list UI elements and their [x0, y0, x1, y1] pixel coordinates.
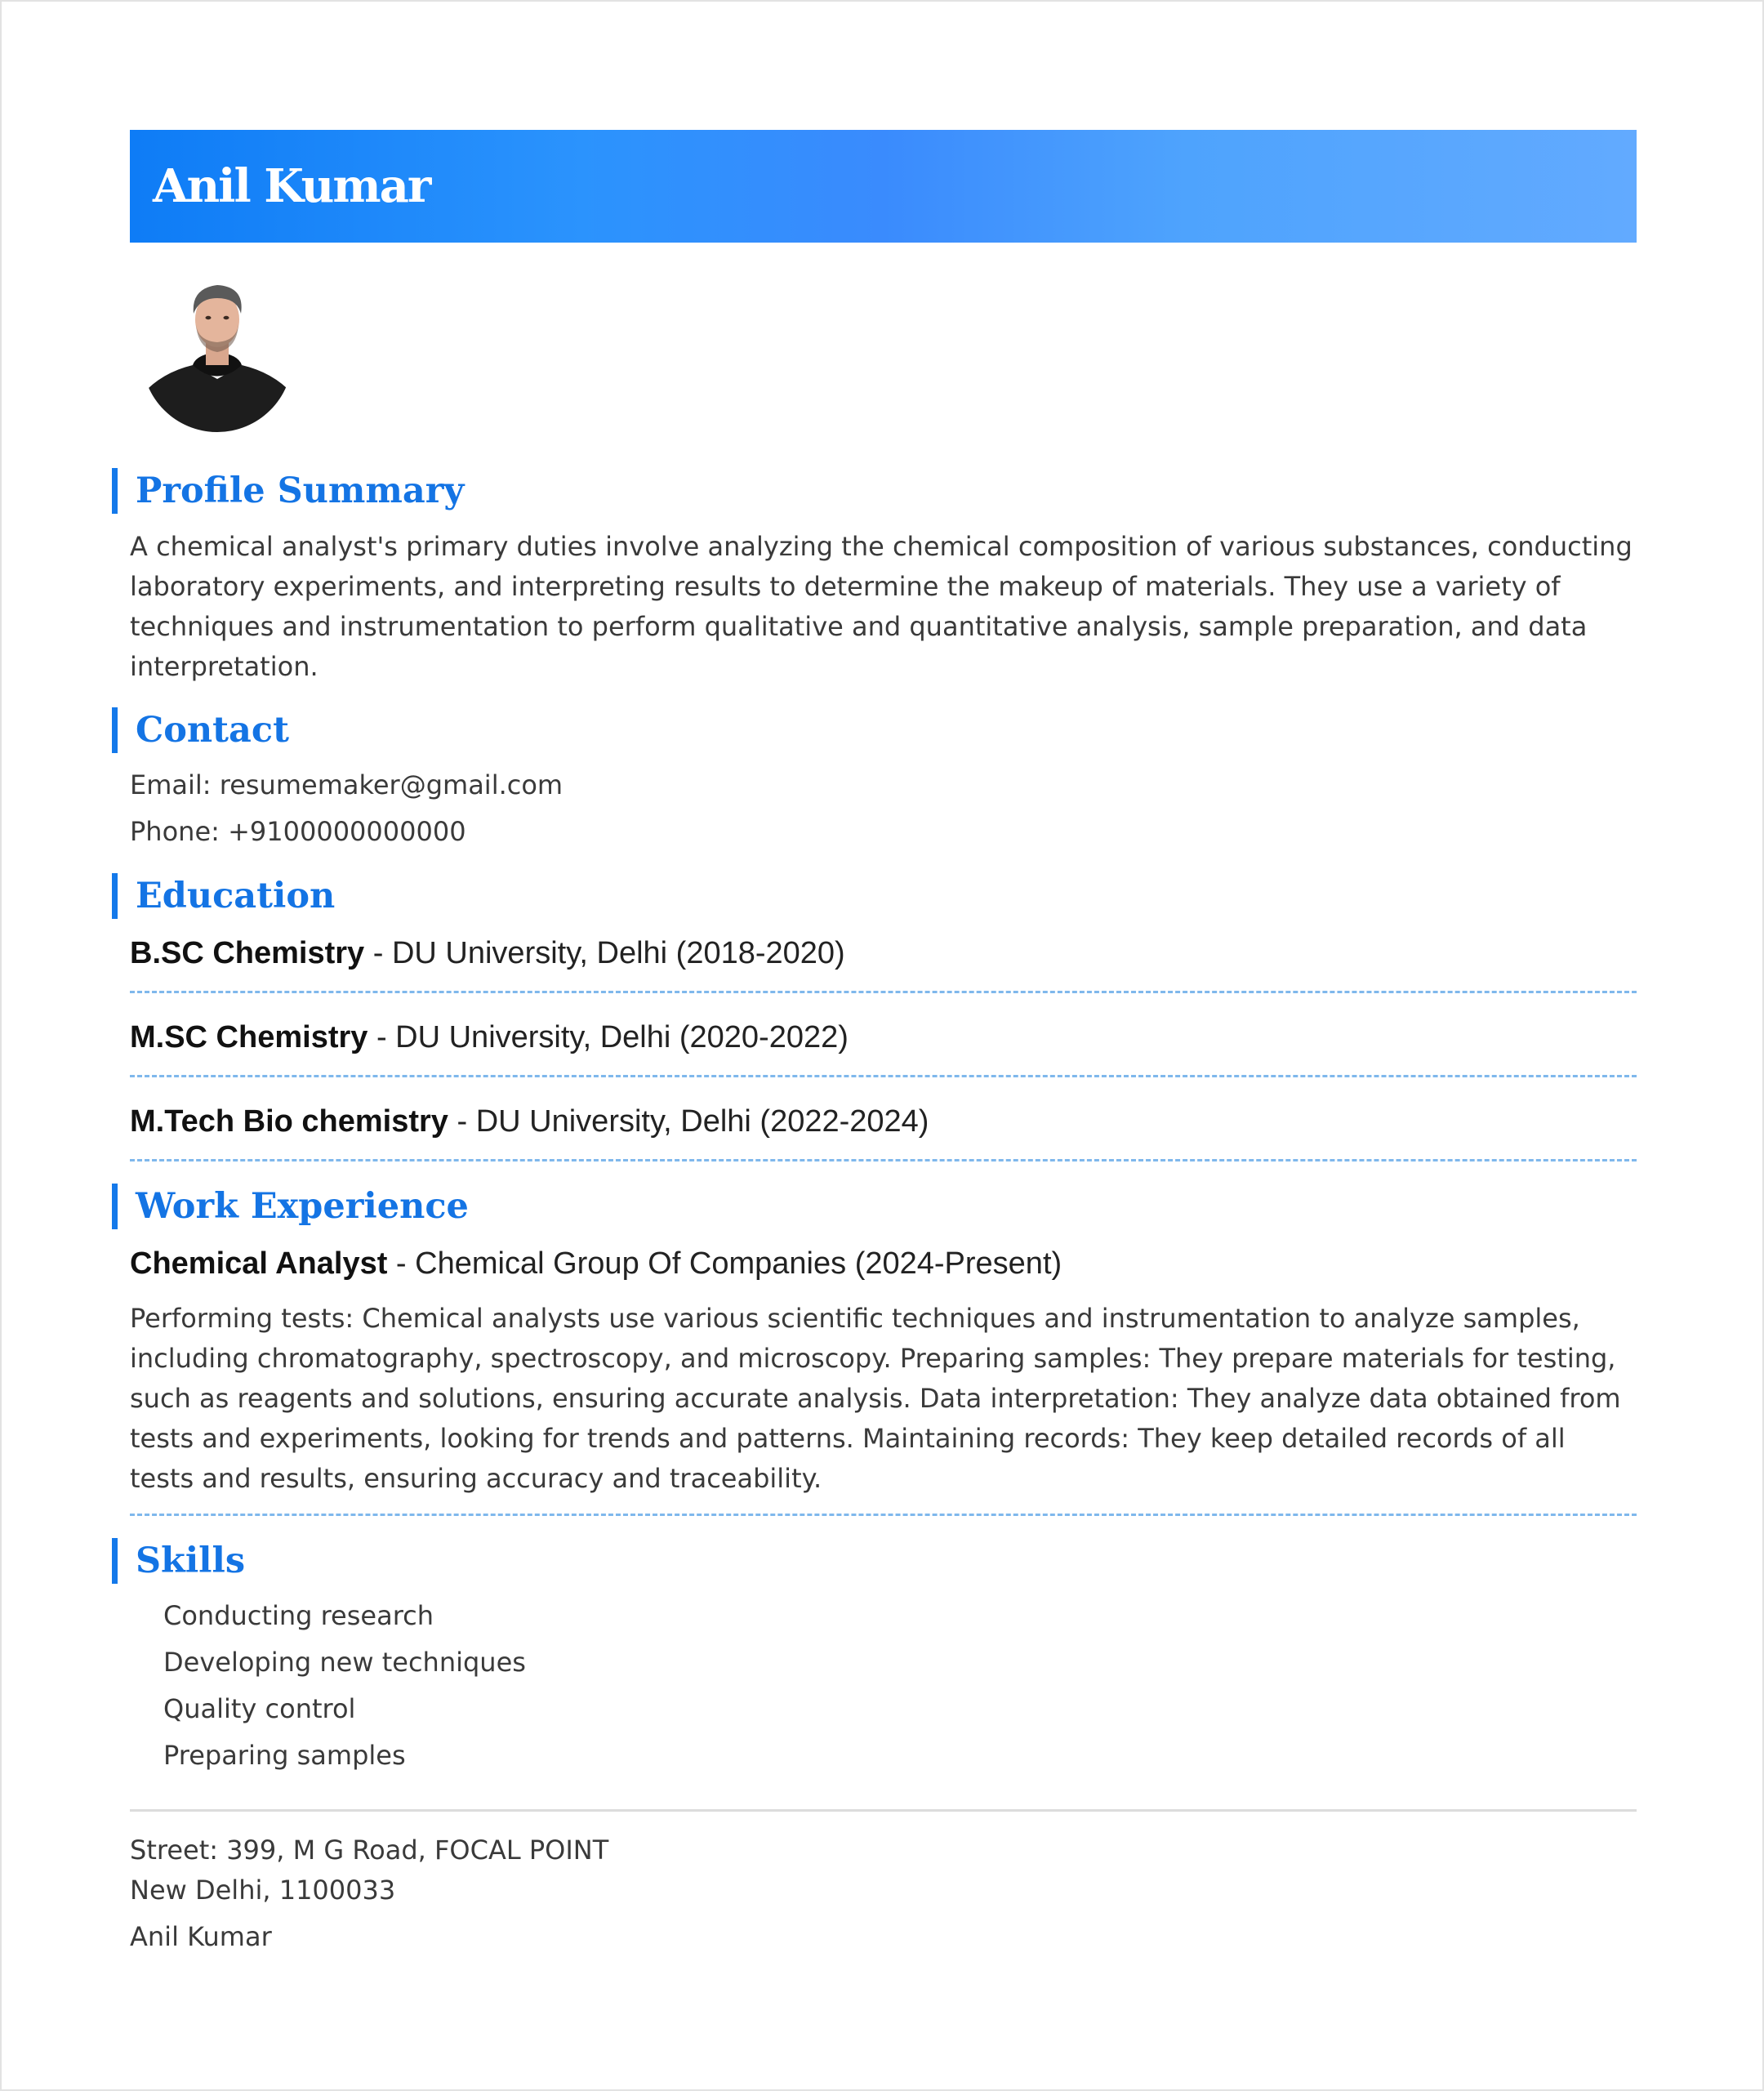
education-degree: M.Tech Bio chemistry: [130, 1104, 448, 1139]
education-detail: - DU University, Delhi (2020-2022): [368, 1020, 849, 1054]
education-item: [130, 936, 1637, 971]
contact-email: Email: resumemaker@gmail.com: [130, 769, 564, 800]
education-degree: M.SC Chemistry: [130, 1020, 368, 1054]
resume-content: [130, 130, 1637, 1952]
footer-street: Street: 399, M G Road, FOCAL POINT: [130, 1835, 609, 1866]
footer-divider: [130, 1809, 1637, 1812]
education-detail: - DU University, Delhi (2018-2020): [364, 936, 845, 970]
education-detail: - DU University, Delhi (2022-2024): [448, 1104, 929, 1139]
profile-summary-text: A chemical analyst's primary duties involve analyzing the chemical composition of various substances, conducting laboratory experiments, and interpreting results to determine the makeup of materials. They use a variety of techniques and instrumentation to perform qualitative and quantitative analysis, sample preparation, and data interpretation.: [130, 531, 1633, 682]
education-degree: B.SC Chemistry: [130, 936, 365, 970]
contact-phone: Phone: +9100000000000: [130, 816, 466, 847]
divider: [130, 991, 1637, 993]
work-description: Performing tests: Chemical analysts use various scientific techniques and instrumentation to analyze samples, including chromatography, spectroscopy, and microscopy. Preparing samples: They prepare materials for testing, such as reagents and solutions, ensuring accurate analysis. Data interpretation: They analyze data obtained from tests and experiments, looking for trends and patterns. Maintaining records: They keep detailed records of all tests and results, ensuring accuracy and traceability.: [130, 1303, 1621, 1494]
header-banner: [130, 130, 1637, 243]
section-title-skills: Skills: [112, 1538, 245, 1584]
divider: [130, 1075, 1637, 1077]
work-detail: - Chemical Group Of Companies (2024-Present): [387, 1246, 1062, 1281]
footer-city: New Delhi, 1100033: [130, 1875, 396, 1906]
section-title-work-experience: Work Experience: [112, 1184, 469, 1229]
divider: [130, 1514, 1637, 1516]
skill-item: Conducting research: [163, 1600, 434, 1631]
skill-item: Developing new techniques: [163, 1647, 526, 1678]
education-item: [130, 1020, 1637, 1055]
skill-item: Quality control: [163, 1693, 356, 1724]
footer-signature: Anil Kumar: [130, 1921, 272, 1952]
work-entry: [130, 1246, 1637, 1282]
education-item: [130, 1104, 1637, 1139]
section-title-profile-summary: Profile Summary: [112, 468, 464, 514]
divider: [130, 1159, 1637, 1161]
avatar: [142, 277, 293, 432]
section-title-contact: Contact: [112, 707, 289, 753]
skill-item: Preparing samples: [163, 1740, 406, 1771]
section-title-education: Education: [112, 873, 335, 919]
candidate-name: Anil Kumar: [153, 159, 430, 213]
work-role: Chemical Analyst: [130, 1246, 388, 1281]
